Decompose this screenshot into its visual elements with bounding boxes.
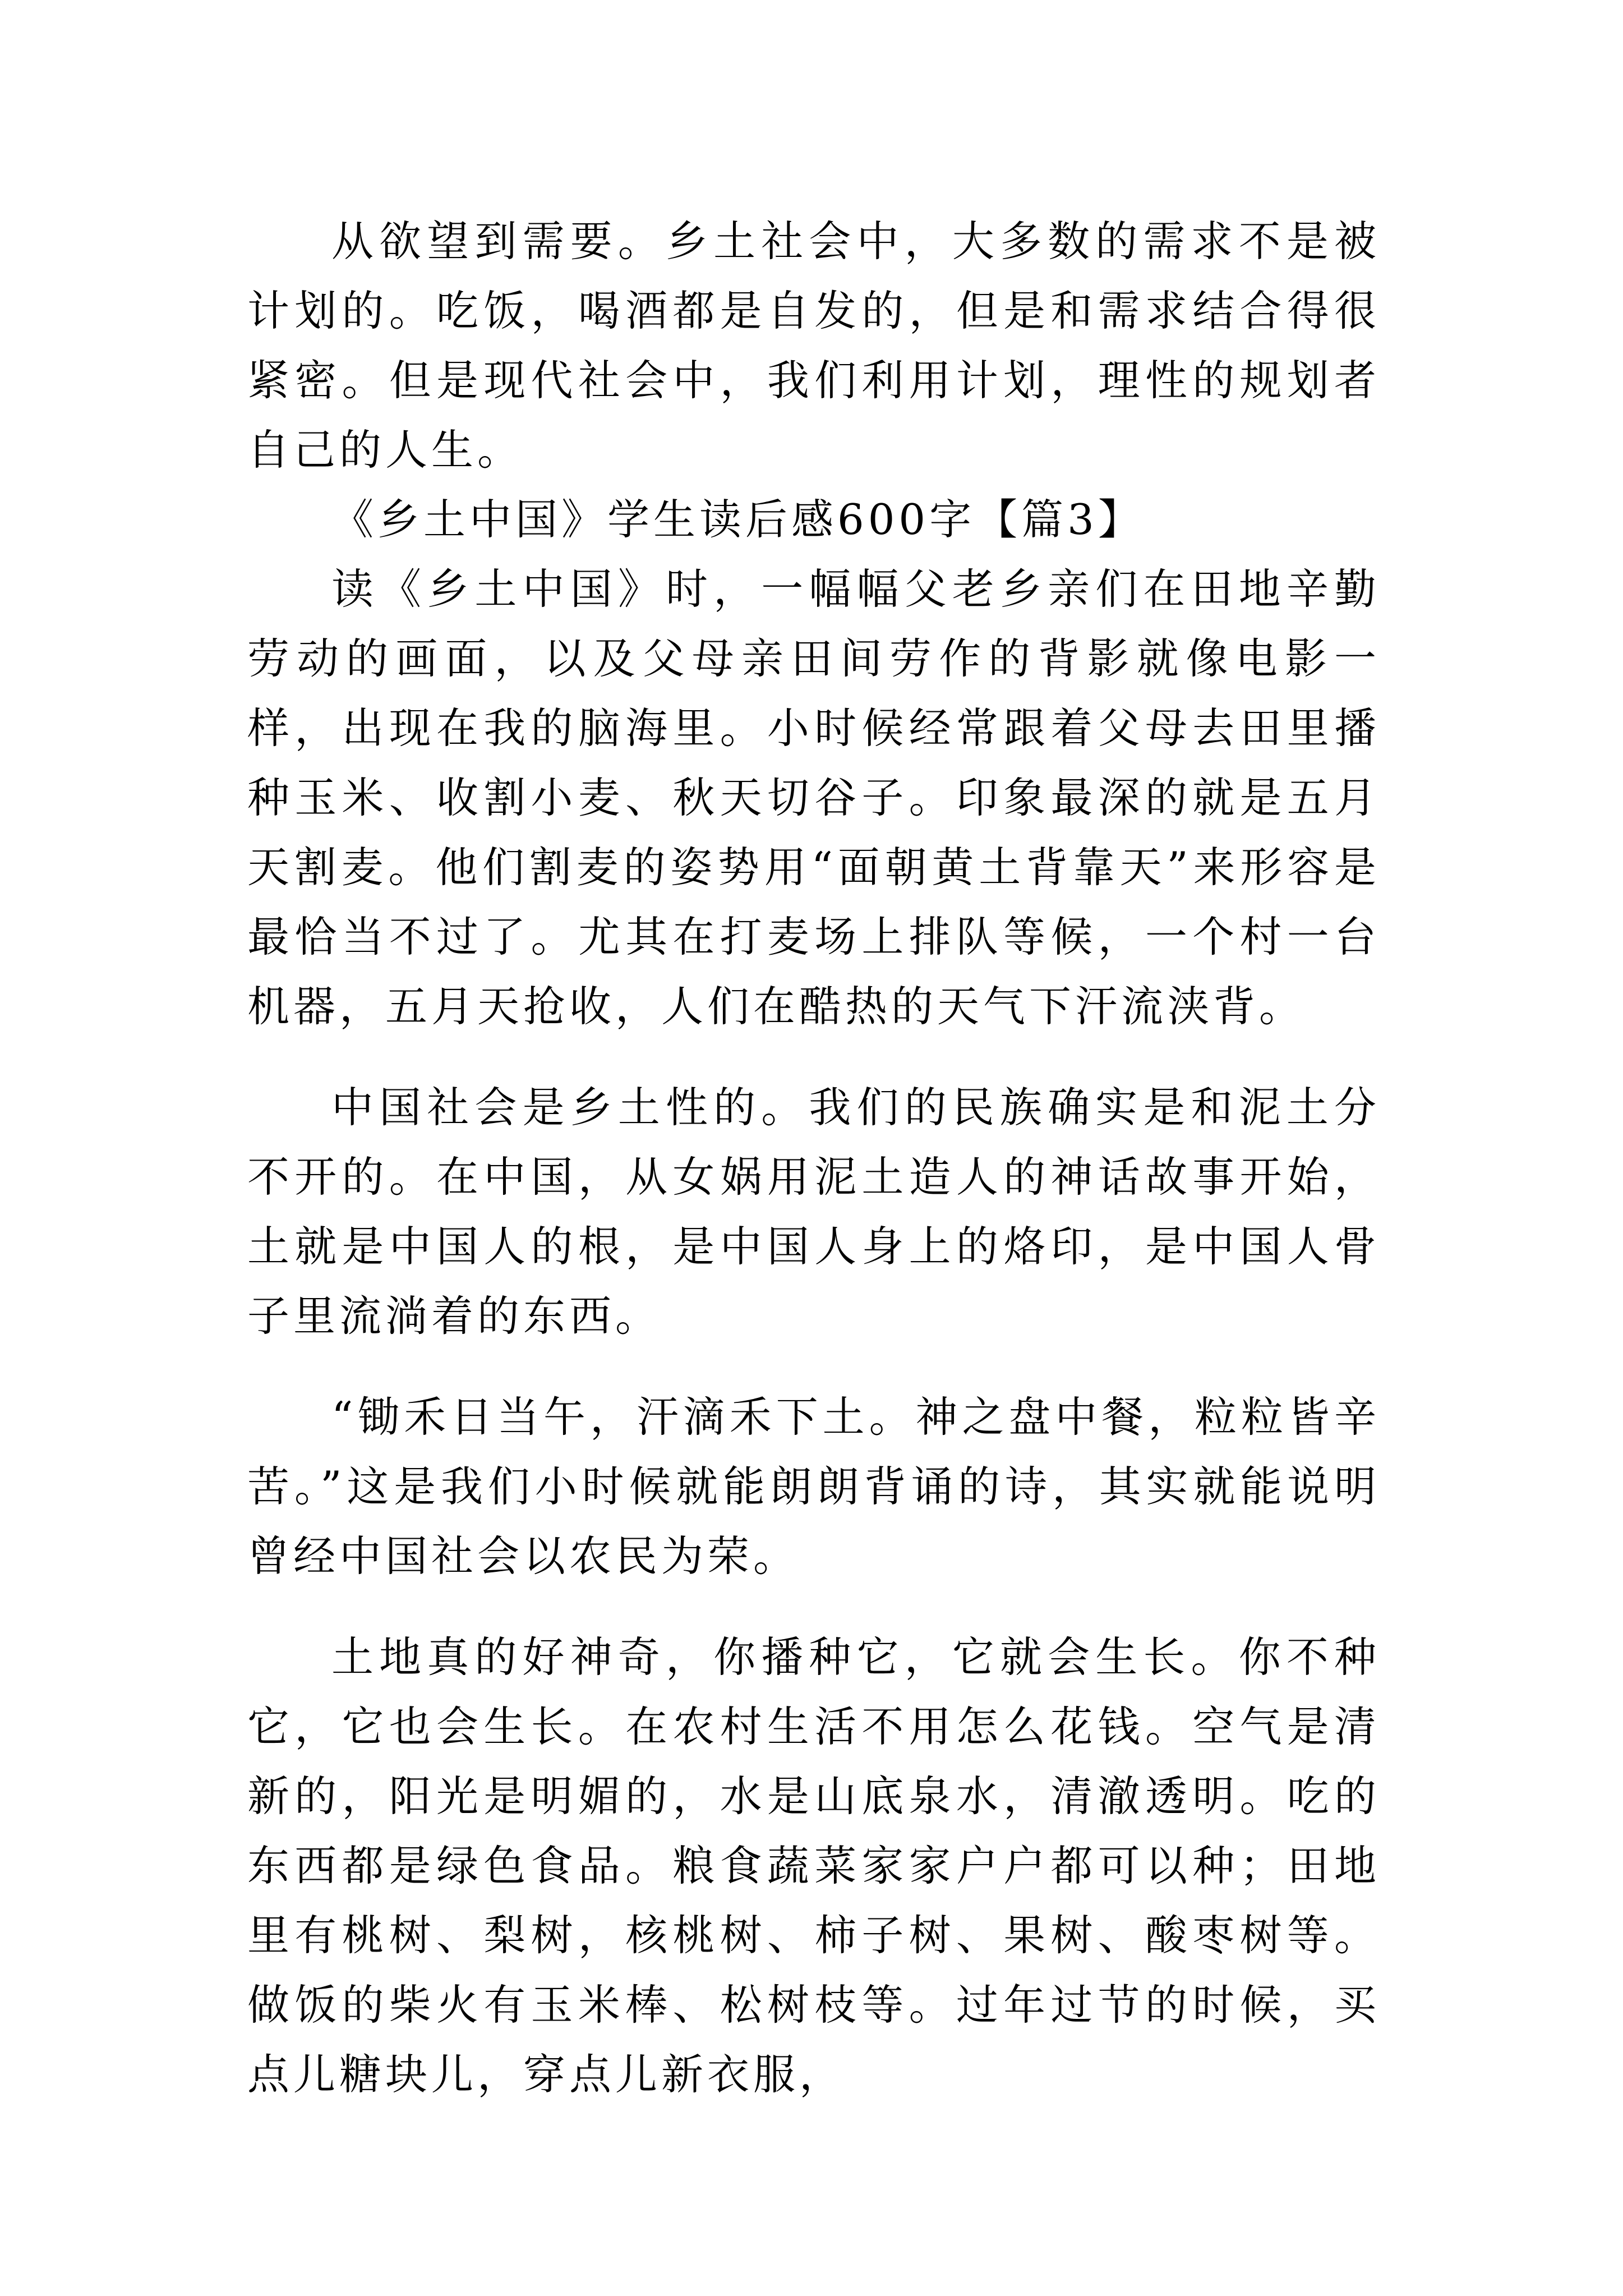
paragraph-land-wonder: 土地真的好神奇，你播种它，它就会生长。你不种它，它也会生长。在农村生活不用怎么花钱。空气是清新的，阳光是明媚的，水是山底泉水，清澈透明。吃的东西都是绿色食品。粮食蔬菜家家户户都可以种；田地里有桃树、梨树，核桃树、柿子树、果树、酸枣树等。做饭的柴火有玉米棒、松树枝等。过年过节的时候，买点儿糖块儿，穿点儿新衣服， bbox=[247, 1632, 1380, 2099]
paragraph-desire-to-need: 从欲望到需要。乡土社会中，大多数的需求不是被计划的。吃饭，喝酒都是自发的，但是和需求结合得很紧密。但是现代社会中，我们利用计划，理性的规划者自己的人生。 bbox=[247, 217, 1380, 475]
section-heading: 《乡土中国》学生读后感600字【篇3】 bbox=[331, 495, 1144, 544]
paragraph-reading-memories: 读《乡土中国》时，一幅幅父老乡亲们在田地辛勤劳动的画面，以及父母亲田间劳作的背影就像电影一样，出现在我的脑海里。小时候经常跟着父母去田里播种玉米、收割小麦、秋天切谷子。印象最深的就是五月天割麦。他们割麦的姿势用“面朝黄土背靠天”来形容是最恰当不过了。尤其在打麦场上排队等候，一个村一台机器，五月天抢收，人们在酷热的天气下汗流浃背。 bbox=[247, 564, 1380, 1031]
paragraph-earthbound-society: 中国社会是乡土性的。我们的民族确实是和泥土分不开的。在中国，从女娲用泥土造人的神话故事开始，土就是中国人的根，是中国人身上的烙印，是中国人骨子里流淌着的东西。 bbox=[247, 1083, 1380, 1341]
paragraph-poem: “锄禾日当午，汗滴禾下土。神之盘中餐，粒粒皆辛苦。”这是我们小时候就能朗朗背诵的诗，其实就能说明曾经中国社会以农民为荣。 bbox=[247, 1392, 1380, 1581]
document-body bbox=[247, 206, 1380, 2109]
